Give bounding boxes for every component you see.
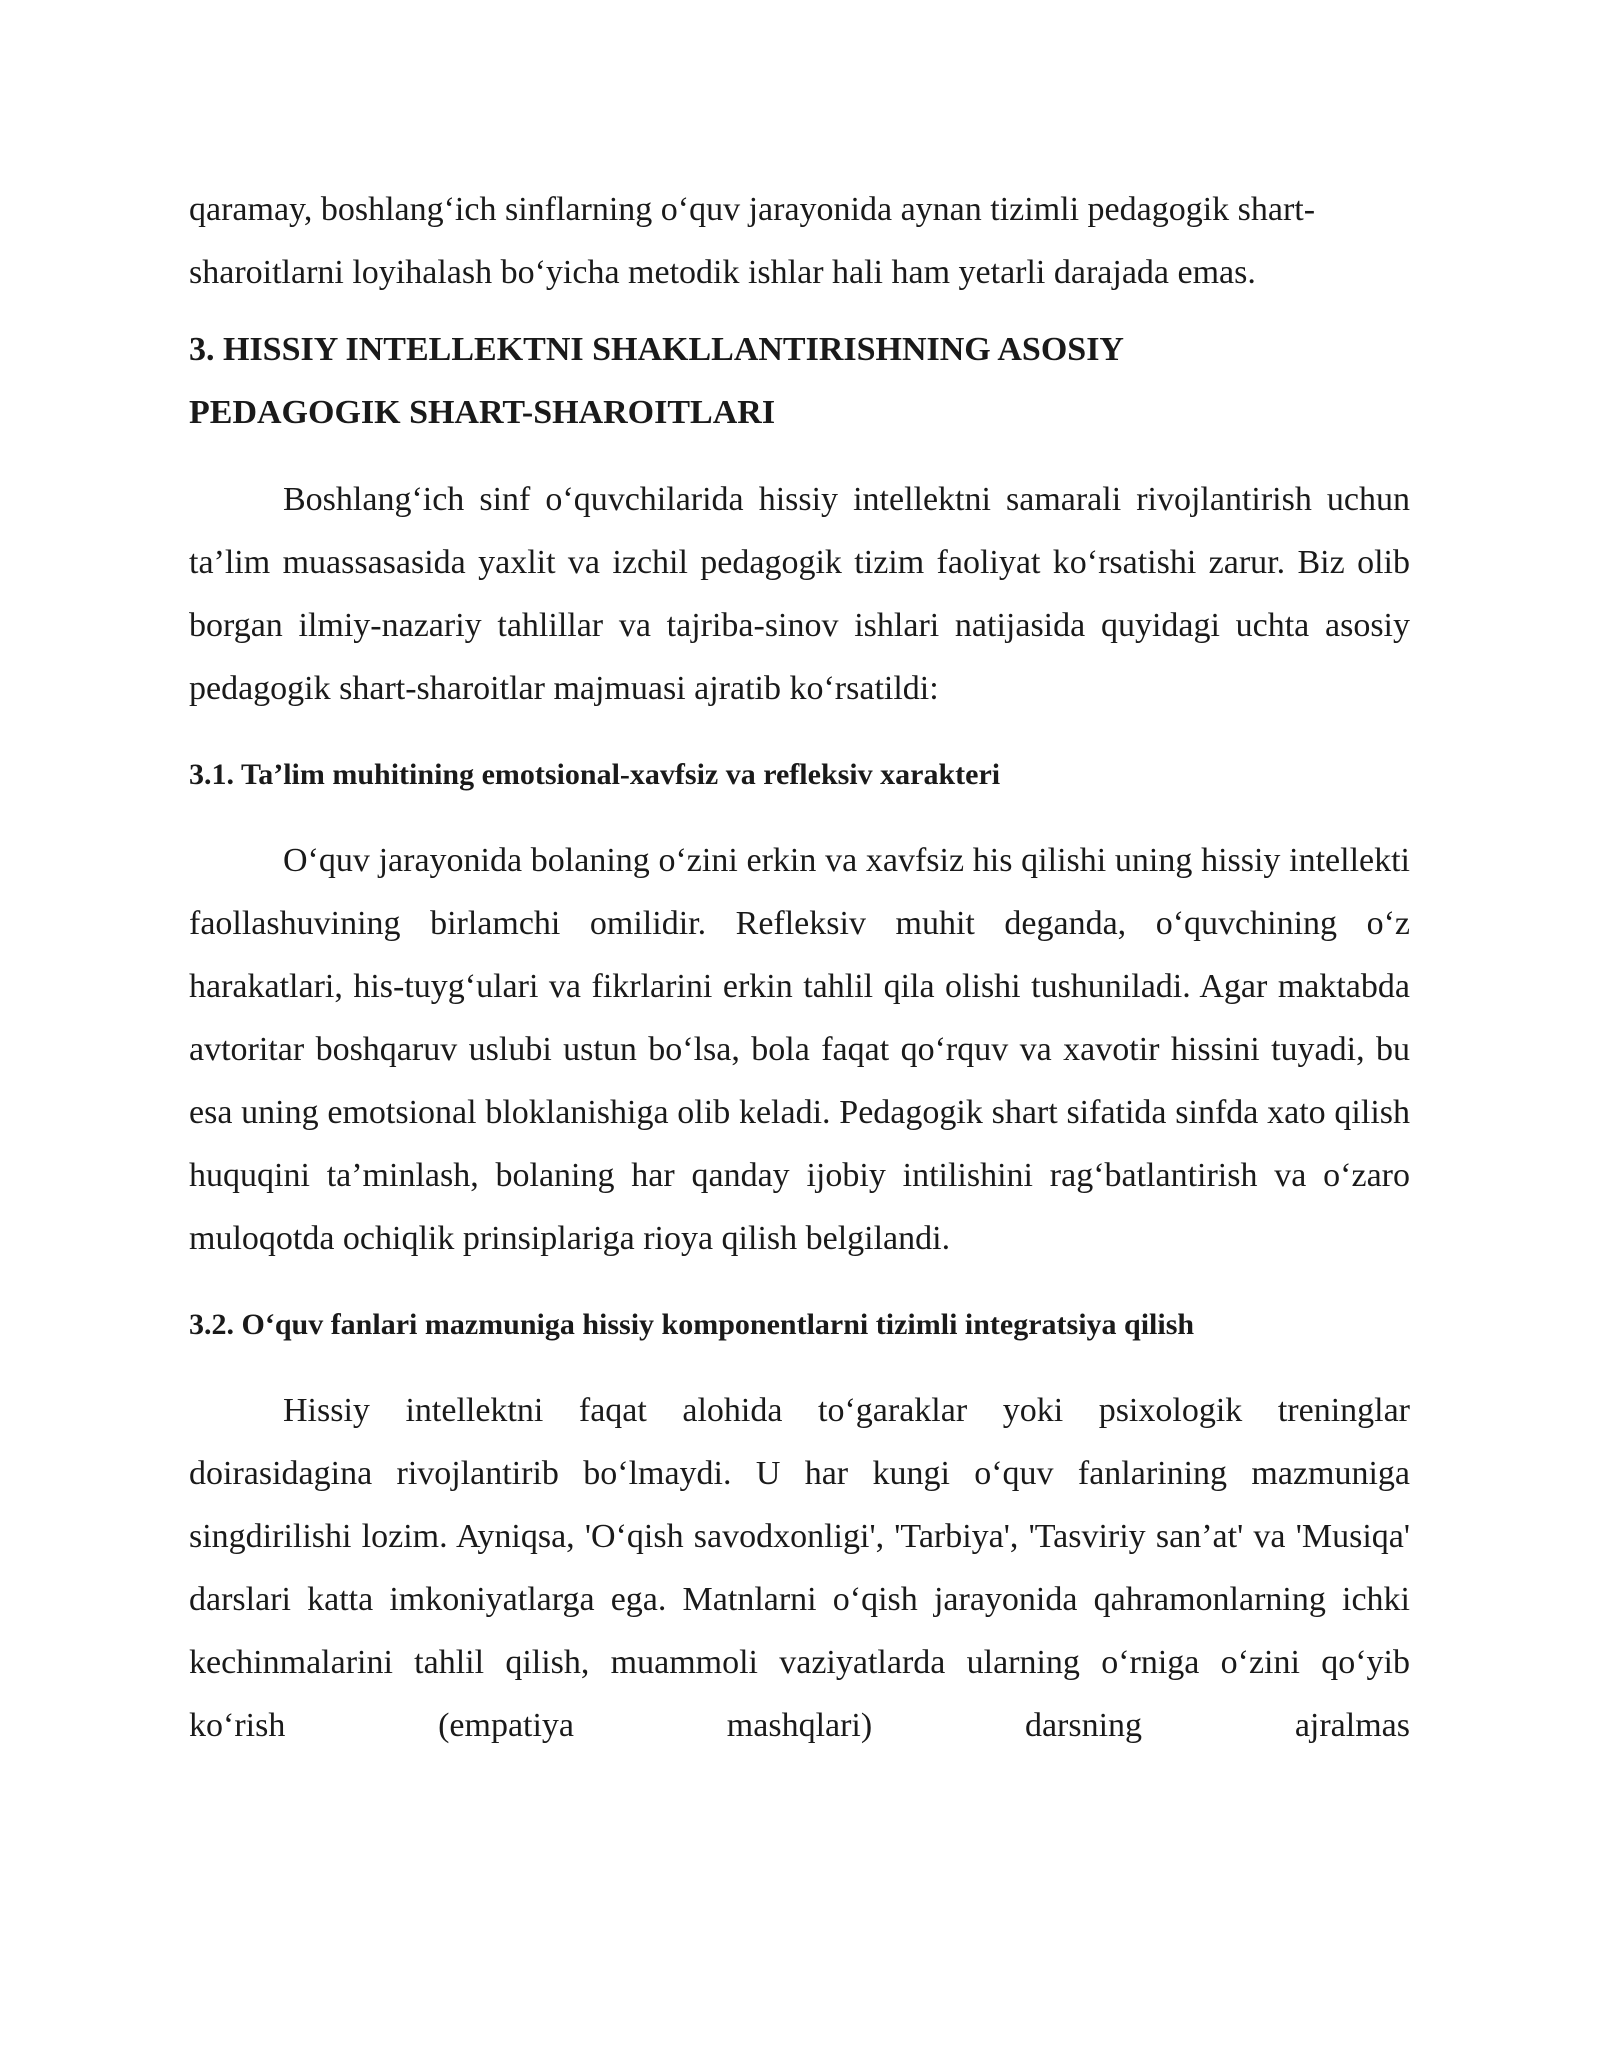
continuation-paragraph: qaramay, boshlang‘ich sinflarning o‘quv jarayonida aynan tizimli pedagogik shart-sharoitlarni loyihalash bo‘yicha metodik ishlar hali ham yetarli darajada emas. xyxy=(189,191,1316,291)
intro-paragraph: Boshlang‘ich sinf o‘quvchilarida hissiy intellektni samarali rivojlantirish uchun ta’lim muassasasida yaxlit va izchil pedagogik tizim faoliyat ko‘rsatishi zarur. Biz olib borgan ilmiy-nazariy tahlillar va tajriba-sinov ishlari natijasida quyidagi uchta asosiy pedagogik shart-sharoitlar majmuasi ajratib ko‘rsatildi: xyxy=(189,481,1410,707)
subsection-2-paragraph: Hissiy intellektni faqat alohida to‘garaklar yoki psixologik treninglar doirasidagina rivojlantirib bo‘lmaydi. U har kungi o‘quv fanlarining mazmuniga singdirilishi lozim. Ayniqsa, 'O‘qish savodxonligi', 'Tarbiya', 'Tasviriy san’at' va 'Musiqa' darslari katta imkoniyatlarga ega. Matnlarni o‘qish jarayonida qahramonlarning ichki kechinmalarini tahlil qilish, muammoli vaziyatlarda ularning o‘rniga o‘zini qo‘yib ko‘rish (empatiya mashqlari) darsning ajralmas xyxy=(189,1392,1410,1744)
section-heading-line-1: 3. HISSIY INTELLEKTNI SHAKLLANTIRISHNING ASOSIY xyxy=(189,331,1124,368)
subsection-1-paragraph: O‘quv jarayonida bolaning o‘zini erkin va xavfsiz his qilishi uning hissiy intellekti faollashuvining birlamchi omilidir. Refleksiv muhit deganda, o‘quvchining o‘z harakatlari, his-tuyg‘ulari va fikrlarini erkin tahlil qila olishi tushuniladi. Agar maktabda avtoritar boshqaruv uslubi ustun bo‘lsa, bola faqat qo‘rquv va xavotir hissini tuyadi, bu esa uning emotsional bloklanishiga olib keladi. Pedagogik shart sifatida sinfda xato qilish huquqini ta’minlash, bolaning har qanday ijobiy intilishini rag‘batlantirish va o‘zaro muloqotda ochiqlik prinsiplariga rioya qilish belgilandi. xyxy=(189,842,1410,1257)
subsection-1-heading: 3.1. Ta’lim muhitining emotsional-xavfsiz va refleksiv xarakteri xyxy=(189,758,1001,791)
subsection-2-heading: 3.2. O‘quv fanlari mazmuniga hissiy komponentlarni tizimli integratsiya qilish xyxy=(189,1308,1195,1341)
section-heading xyxy=(189,318,1410,444)
document-page xyxy=(189,178,1410,1757)
section-heading-line-2: PEDAGOGIK SHART-SHAROITLARI xyxy=(189,394,776,431)
